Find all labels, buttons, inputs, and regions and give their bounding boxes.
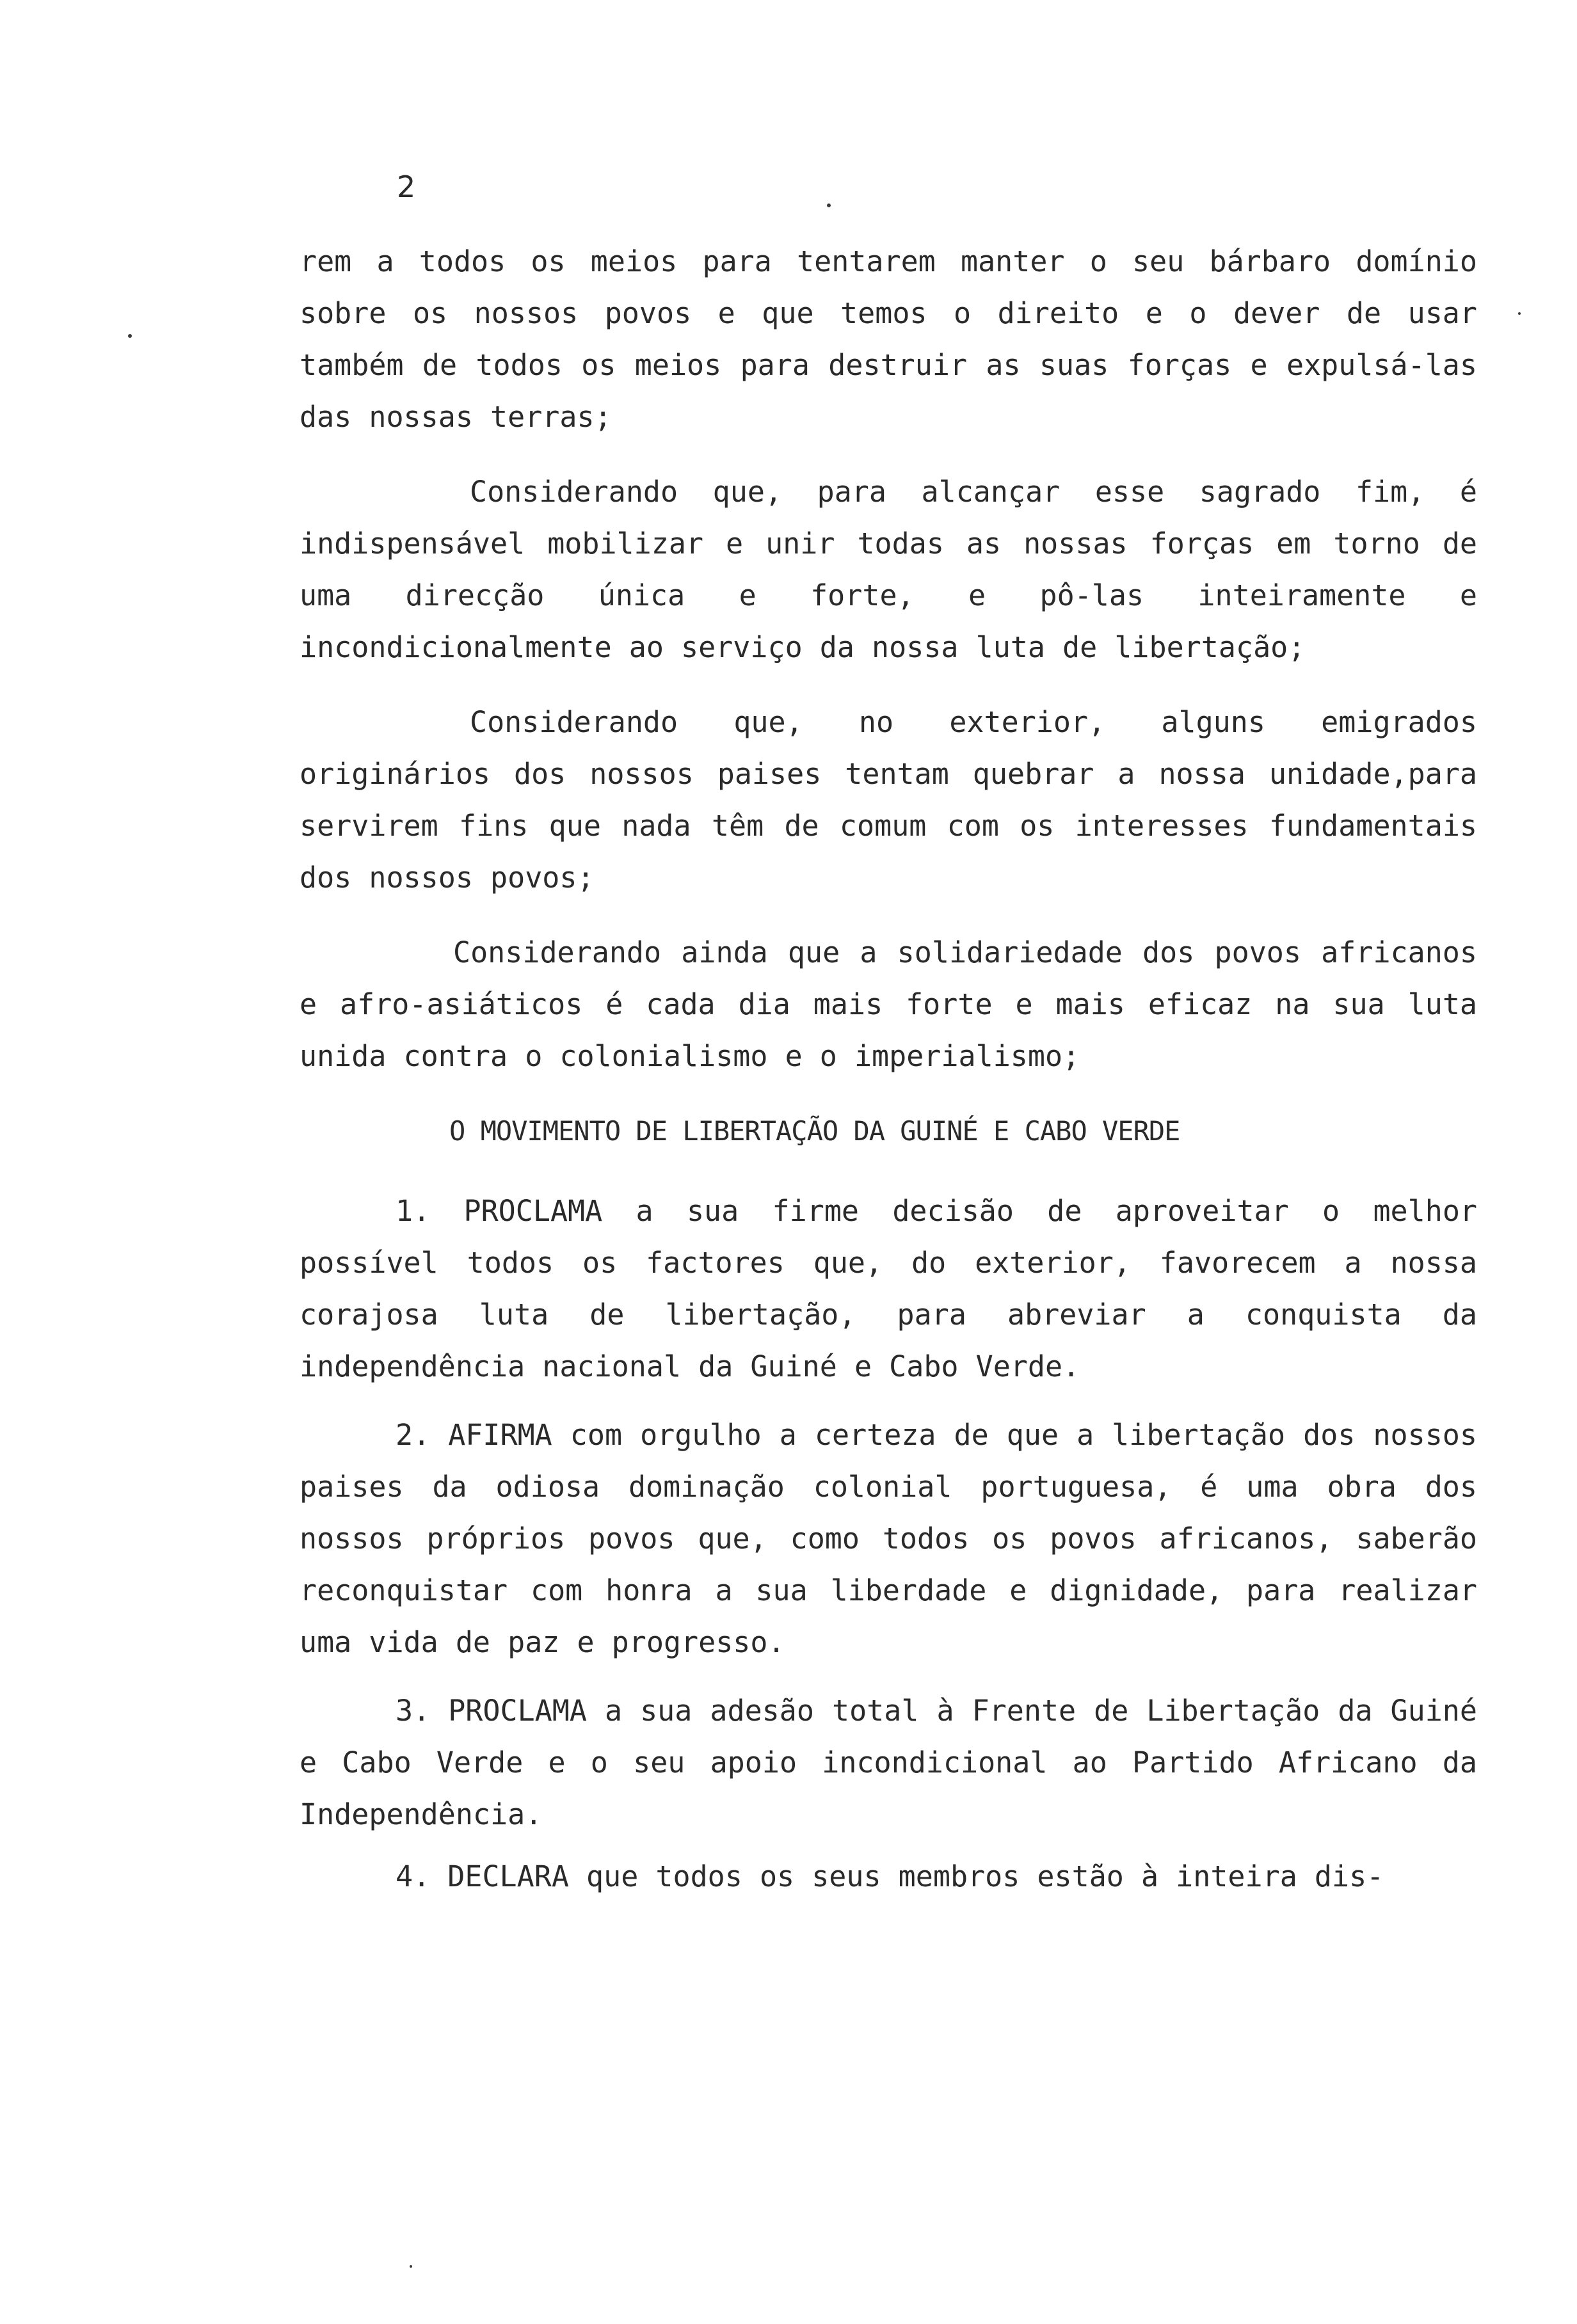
scan-speck	[410, 2265, 412, 2268]
scan-speck	[128, 334, 132, 338]
scan-speck	[827, 203, 831, 207]
scan-speck	[1518, 312, 1521, 315]
movement-heading: O MOVIMENTO DE LIBERTAÇÃO DA GUINÉ E CABO VERDE	[449, 1115, 1180, 1147]
paragraph-considering-1: Considerando que, para alcançar esse sagrado fim, é indispensável mobilizar e unir todas as nossas forças em torno de uma direcção única e forte, e pô-las inteiramente e incondicionalmente ao serviço da nossa luta de libertação;	[300, 475, 1477, 664]
document-body	[300, 235, 1477, 1919]
clause-2: 2. AFIRMA com orgulho a certeza de que a libertação dos nossos paises da odiosa dominação colonial portuguesa, é uma obra dos nossos próprios povos que, como todos os povos africanos, saberão reconquistar com honra a sua liberdade e dignidade, para realizar uma vida de paz e progresso.	[300, 1418, 1477, 1659]
paragraph-intro: rem a todos os meios para tentarem manter o seu bárbaro domínio sobre os nossos povos e que temos o direito e o dever de usar também de todos os meios para destruir as suas forças e expulsá-las das nossas terras;	[300, 244, 1477, 434]
page-number: 2	[397, 170, 416, 204]
clause-4: 4. DECLARA que todos os seus membros estão à inteira dis-	[396, 1859, 1384, 1893]
clause-1: 1. PROCLAMA a sua firme decisão de aproveitar o melhor possível todos os factores que, do exterior, favorecem a nossa corajosa luta de libertação, para abreviar a conquista da independência nacional da Guiné e Cabo Verde.	[300, 1194, 1477, 1383]
paragraph-considering-2: Considerando que, no exterior, alguns emigrados originários dos nossos paises tentam quebrar a nossa unidade,para servirem fins que nada têm de comum com os interesses fundamentais dos nossos povos;	[300, 705, 1477, 895]
paragraph-considering-3: Considerando ainda que a solidariedade dos povos africanos e afro-asiáticos é cada dia mais forte e mais eficaz na sua luta unida contra o colonialismo e o imperialismo;	[300, 935, 1477, 1073]
clause-3: 3. PROCLAMA a sua adesão total à Frente de Libertação da Guiné e Cabo Verde e o seu apoio incondicional ao Partido Africano da Independência.	[300, 1694, 1477, 1831]
